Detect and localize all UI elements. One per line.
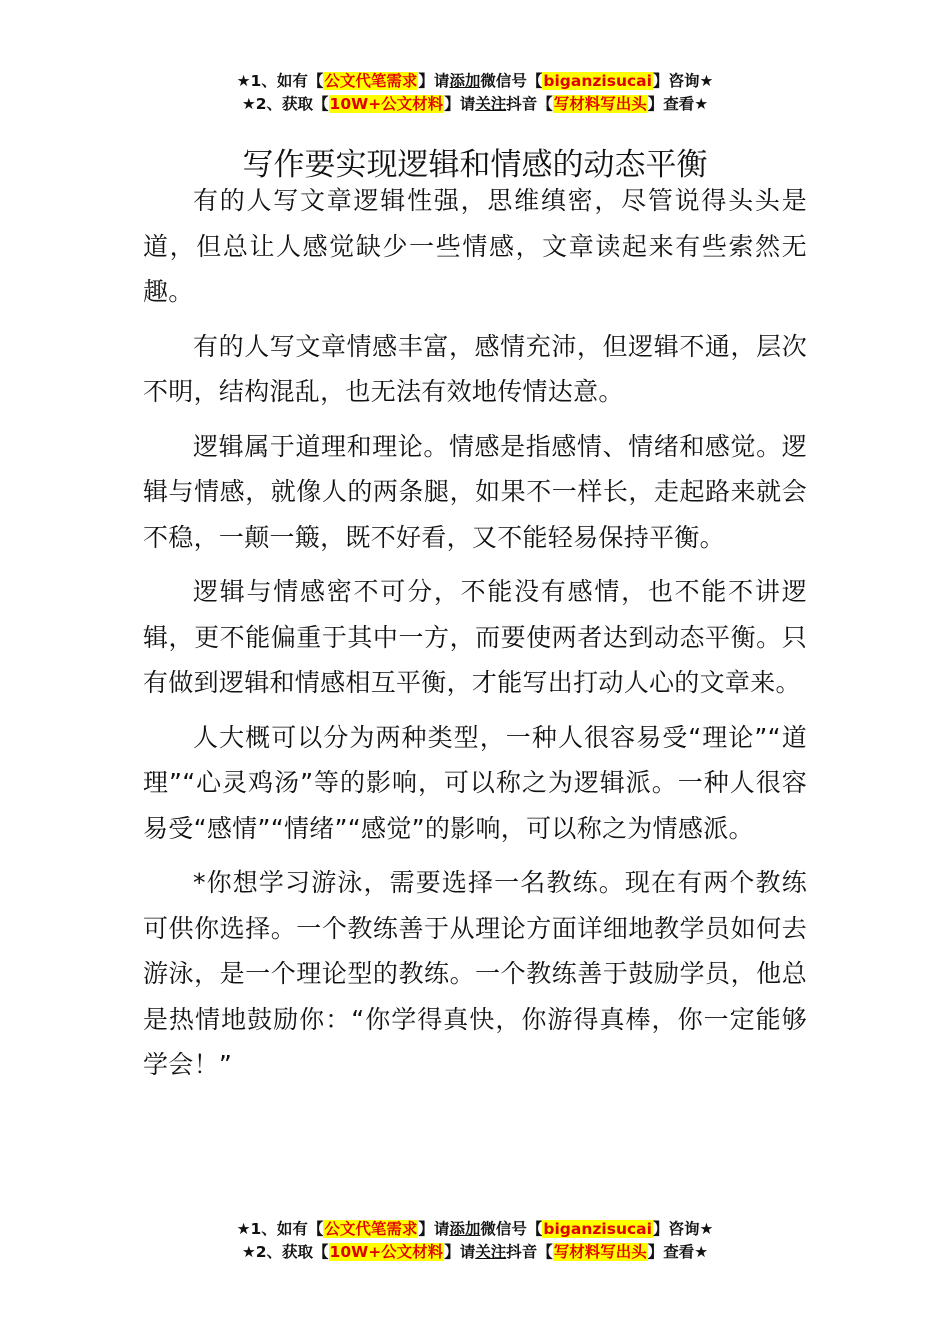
banner-text: 】查看★ [647,1243,709,1261]
banner-underlined-text: 关注 [475,1243,507,1261]
banner-text: ★2、获取【 [241,1243,329,1261]
banner-underlined-text: 添加 [449,1220,481,1238]
banner-highlight: 公文代笔需求 [324,72,418,90]
banner-wechat-id: biganzisucai [543,1220,652,1238]
banner-text: 微信号【 [480,72,543,90]
banner-highlight: 公文代笔需求 [324,1220,418,1238]
banner-text: ★2、获取【 [241,95,329,113]
banner-underlined-text: 添加 [449,72,481,90]
paragraph: 逻辑属于道理和理论。情感是指感情、情绪和感觉。逻辑与情感，就像人的两条腿，如果不一样长，走起路来就会不稳，一颠一簸，既不好看，又不能轻易保持平衡。 [143,431,807,552]
banner-line-1 [0,70,950,93]
paragraph: 有的人写文章情感丰富，感情充沛，但逻辑不通，层次不明，结构混乱，也无法有效地传情达意。 [143,331,807,406]
paragraph: 有的人写文章逻辑性强，思维缜密，尽管说得头头是道，但总让人感觉缺少一些情感，文章读起来有些索然无趣。 [143,186,807,306]
banner-underlined-text: 关注 [475,95,507,113]
banner-text: 抖音【 [506,1243,553,1261]
document-title: 写作要实现逻辑和情感的动态平衡 [242,146,708,183]
banner-text: 】咨询★ [652,72,714,90]
banner-line-2 [0,93,950,116]
banner-highlight: 10W+公文材料 [329,1243,444,1261]
banner-text: 】请 [418,72,450,90]
banner-text: 抖音【 [506,95,553,113]
banner-text: 】请 [444,1243,476,1261]
banner-text: ★1、如有【 [236,72,324,90]
footer-banner [0,1218,950,1264]
header-banner [0,70,950,116]
banner-text: 】请 [444,95,476,113]
banner-wechat-id: biganzisucai [543,72,652,90]
banner-douyin-id: 写材料写出头 [553,95,647,113]
banner-text: ★1、如有【 [236,1220,324,1238]
banner-highlight: 10W+公文材料 [329,95,444,113]
banner-text: 】咨询★ [652,1220,714,1238]
banner-text: 微信号【 [480,1220,543,1238]
banner-text: 】查看★ [647,95,709,113]
banner-douyin-id: 写材料写出头 [553,1243,647,1261]
banner-text: 】请 [418,1220,450,1238]
banner-line-2 [0,1241,950,1264]
paragraph: *你想学习游泳，需要选择一名教练。现在有两个教练可供你选择。一个教练善于从理论方面详细地教学员如何去游泳，是一个理论型的教练。一个教练善于鼓励学员，他总是热情地鼓励你：“你学得真快，你游得真棒，你一定能够学会！” [143,868,807,1079]
banner-line-1 [0,1218,950,1241]
paragraph: 人大概可以分为两种类型，一种人很容易受“理论”“道理”“心灵鸡汤”等的影响，可以称之为逻辑派。一种人很容易受“感情”“情绪”“感觉”的影响，可以称之为情感派。 [143,722,807,843]
document-body [143,178,807,1097]
paragraph: 逻辑与情感密不可分，不能没有感情，也不能不讲逻辑，更不能偏重于其中一方，而要使两者达到动态平衡。只有做到逻辑和情感相互平衡，才能写出打动人心的文章来。 [143,577,807,697]
